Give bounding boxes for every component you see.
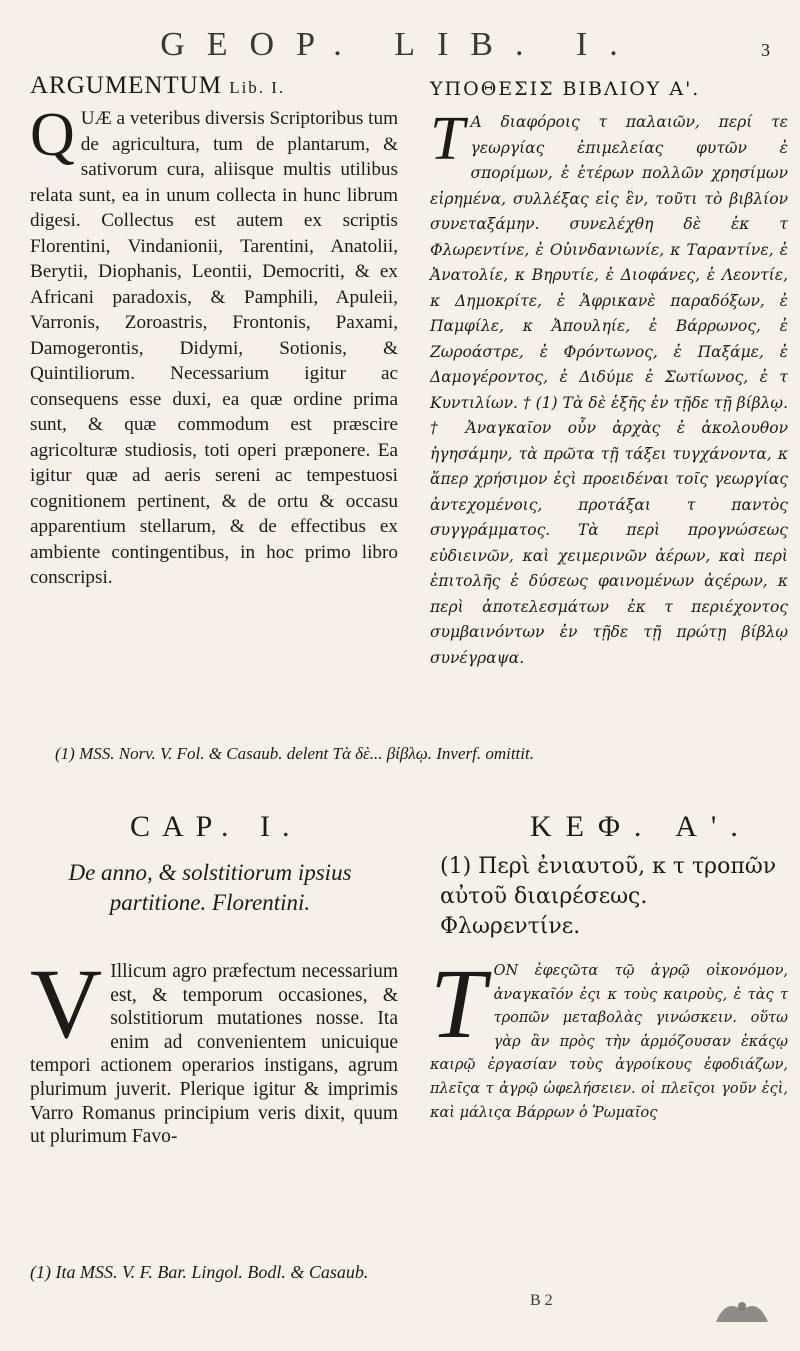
hypothesis-text xyxy=(430,105,788,671)
hypothesis-column xyxy=(430,72,788,671)
latin-paragraph-text: Illicum agro præfectum necessarium est, & temporum occasiones, & solstitiorum mutationes nosse. Ita enim ad convenientem unicuique tempori actionem operarios instigans, agrum plurimum juverit. Plerique igitur & imprimis Varro Romanus principium veris dixit, quum ut plurimum Favo- xyxy=(30,961,398,1148)
greek-dropcap: Τ xyxy=(430,948,486,1059)
hypothesis-body: Α διαφόροις τ παλαιῶν, περί τε γεωργίας ἐπιμελείας φυτῶν ἐ σπορίμων, ἐ ἑτέρων πολλῶν χρησίμων εἰρημένα, συλλέξας εἰς ἓν, τοῦτι τὸ βιβλίον συνεταξάμην. συνελέχθη δὲ ἐκ τ Φλωρεντίνε, ἐ Οὐινδανιωνίε, κ Ταραντίνε, ἐ Ἀνατολίε, κ Βηρυτίε, ἐ Διοφάνες, ἐ Λεοντίε, κ Δημοκρίτε, ἐ Ἀφρικανὲ παραδόξων, ἐ Παμφίλε, κ Ἀπουληίε, ἐ Βάρρωνος, ἐ Ζωροάστρε, ἐ Φρόντωνος, ἐ Παξάμε, ἐ Δαμογέροντος, ἐ Διδύμε ἐ Σωτίωνος, ἐ τ Κυντιλίων. † (1) Τὰ δὲ ἑξῆς ἐν τῇδε τῇ βίβλῳ. † Ἀναγκαῖον οὖν ἀρχὰς ἐ ἀκολουθον ἡγησάμην, τὰ πρῶτα τῇ τάξει τυγχάνοντα, κ ἅπερ χρήσιμον ἐςὶ προειδέναι τοῖς γεωργίας ἀντεχομένοις, προτάξαι τ παντὸς συγγράμματος. Τὰ περὶ προγνώσεως εὐδιεινῶν, καὶ χειμερινῶν ἀέρων, καὶ περὶ ἐπιτολῆς ἐ δύσεως φαινομένων ἀςέρων, κ περὶ ἀποτελεσμάτων ἐκ τ περιέχοντος συμβαινόντων ἐν τῇδε τῇ πρώτῃ βίβλῳ συνέγραψα. xyxy=(430,113,788,667)
argument-title-book: Lib. I. xyxy=(229,78,286,97)
argument-dropcap: Q xyxy=(30,101,75,169)
argument-title xyxy=(30,72,398,100)
hypothesis-dropcap: Τ xyxy=(430,105,465,173)
argument-body: UÆ a veteribus diversis Scriptoribus tum de agricultura, tum de plantarum, & sativorum cura, aliisque multis utilibus relata sunt, ea in unum collecta in hunc librum digesi. Collectus est autem ex scriptis Florentini, Vindanionii, Tarentini, Anatolii, Berytii, Diophanis, Leontii, Democriti, & ex Africani paradoxis, & Pamphili, Apuleii, Varronis, Zoroastris, Frontonis, Paxami, Damogerontis, Didymi, Sotionis, & Quintiliorum. Necessarium igitur ac consequens esse duxi, ea quæ ordine prima sunt, & quæ commodum est præscire agricolturæ studiosis, toti operi præponere. Ea igitur quæ ad aeris sereni ac tempestuosi cognitionem pertinent, & de ortu & occasu apparentium stellarum, & de effectibus ex ambiente contingentibus, in hoc primo libro conscripsi. xyxy=(30,108,398,588)
hypothesis-title: ΥΠΟΘΕΣΙΣ ΒΙΒΛΙΟΥ Α'. xyxy=(430,78,701,100)
chapter-subtitle-greek: (1) Περὶ ἐνιαυτοῦ, κ τ τροπῶν αὐτοῦ διαιρέσεως. Φλωρεντίνε. xyxy=(440,854,777,939)
running-head xyxy=(30,22,770,66)
chapter-body-latin xyxy=(30,948,398,1149)
argument-text xyxy=(30,101,398,591)
chapter-body-greek xyxy=(430,948,788,1125)
signature-mark: B 2 xyxy=(530,1292,553,1309)
greek-paragraph-text: ΟΝ ἐφεςῶτα τῷ ἀγρῷ οἰκονόμον, ἀναγκαῖόν ἐςι κ τοὺς καιροὺς, ἐ τὰς τ τροπῶν μεταβολὰς γινώσκειν. οὕτω γὰρ ἂν πρὸς τὴν ἁρμόζουσαν ἑκάςῳ καιρῷ ἐργασίαν τοὺς ἀγροίκους ἐφοδιάζων, πλεῖςα τ ἀγρῷ ὠφελήσειεν. οἱ πλεῖςοι γοῦν ἐςὶ, καὶ μάλιςα Βάρρων ὁ Ῥωμαῖος xyxy=(430,963,788,1121)
argument-title-main: ARGUMENTUM xyxy=(30,72,222,99)
printer-ornament-icon xyxy=(712,1292,772,1328)
chapter-subtitle-latin: De anno, & solstitiorum ipsius partitione. Florentini. xyxy=(68,860,352,915)
latin-dropcap: V xyxy=(30,948,103,1059)
argument-column xyxy=(30,72,398,591)
latin-paragraph xyxy=(30,948,398,1149)
greek-paragraph xyxy=(430,948,788,1125)
chapter-label-greek: ΚΕΦ. Α'. xyxy=(530,810,752,843)
footnote-bottom: (1) Ita MSS. V. F. Bar. Lingol. Bodl. & Casaub. xyxy=(30,1262,369,1282)
chapter-label-latin: CAP. I. xyxy=(130,810,302,843)
footnote-top: (1) MSS. Norv. V. Fol. & Casaub. delent Τὰ δὲ... βίβλῳ. Inverf. omittit. xyxy=(55,744,534,763)
page-number: 3 xyxy=(761,40,770,60)
running-title: GEOP. LIB. I. xyxy=(160,26,640,63)
